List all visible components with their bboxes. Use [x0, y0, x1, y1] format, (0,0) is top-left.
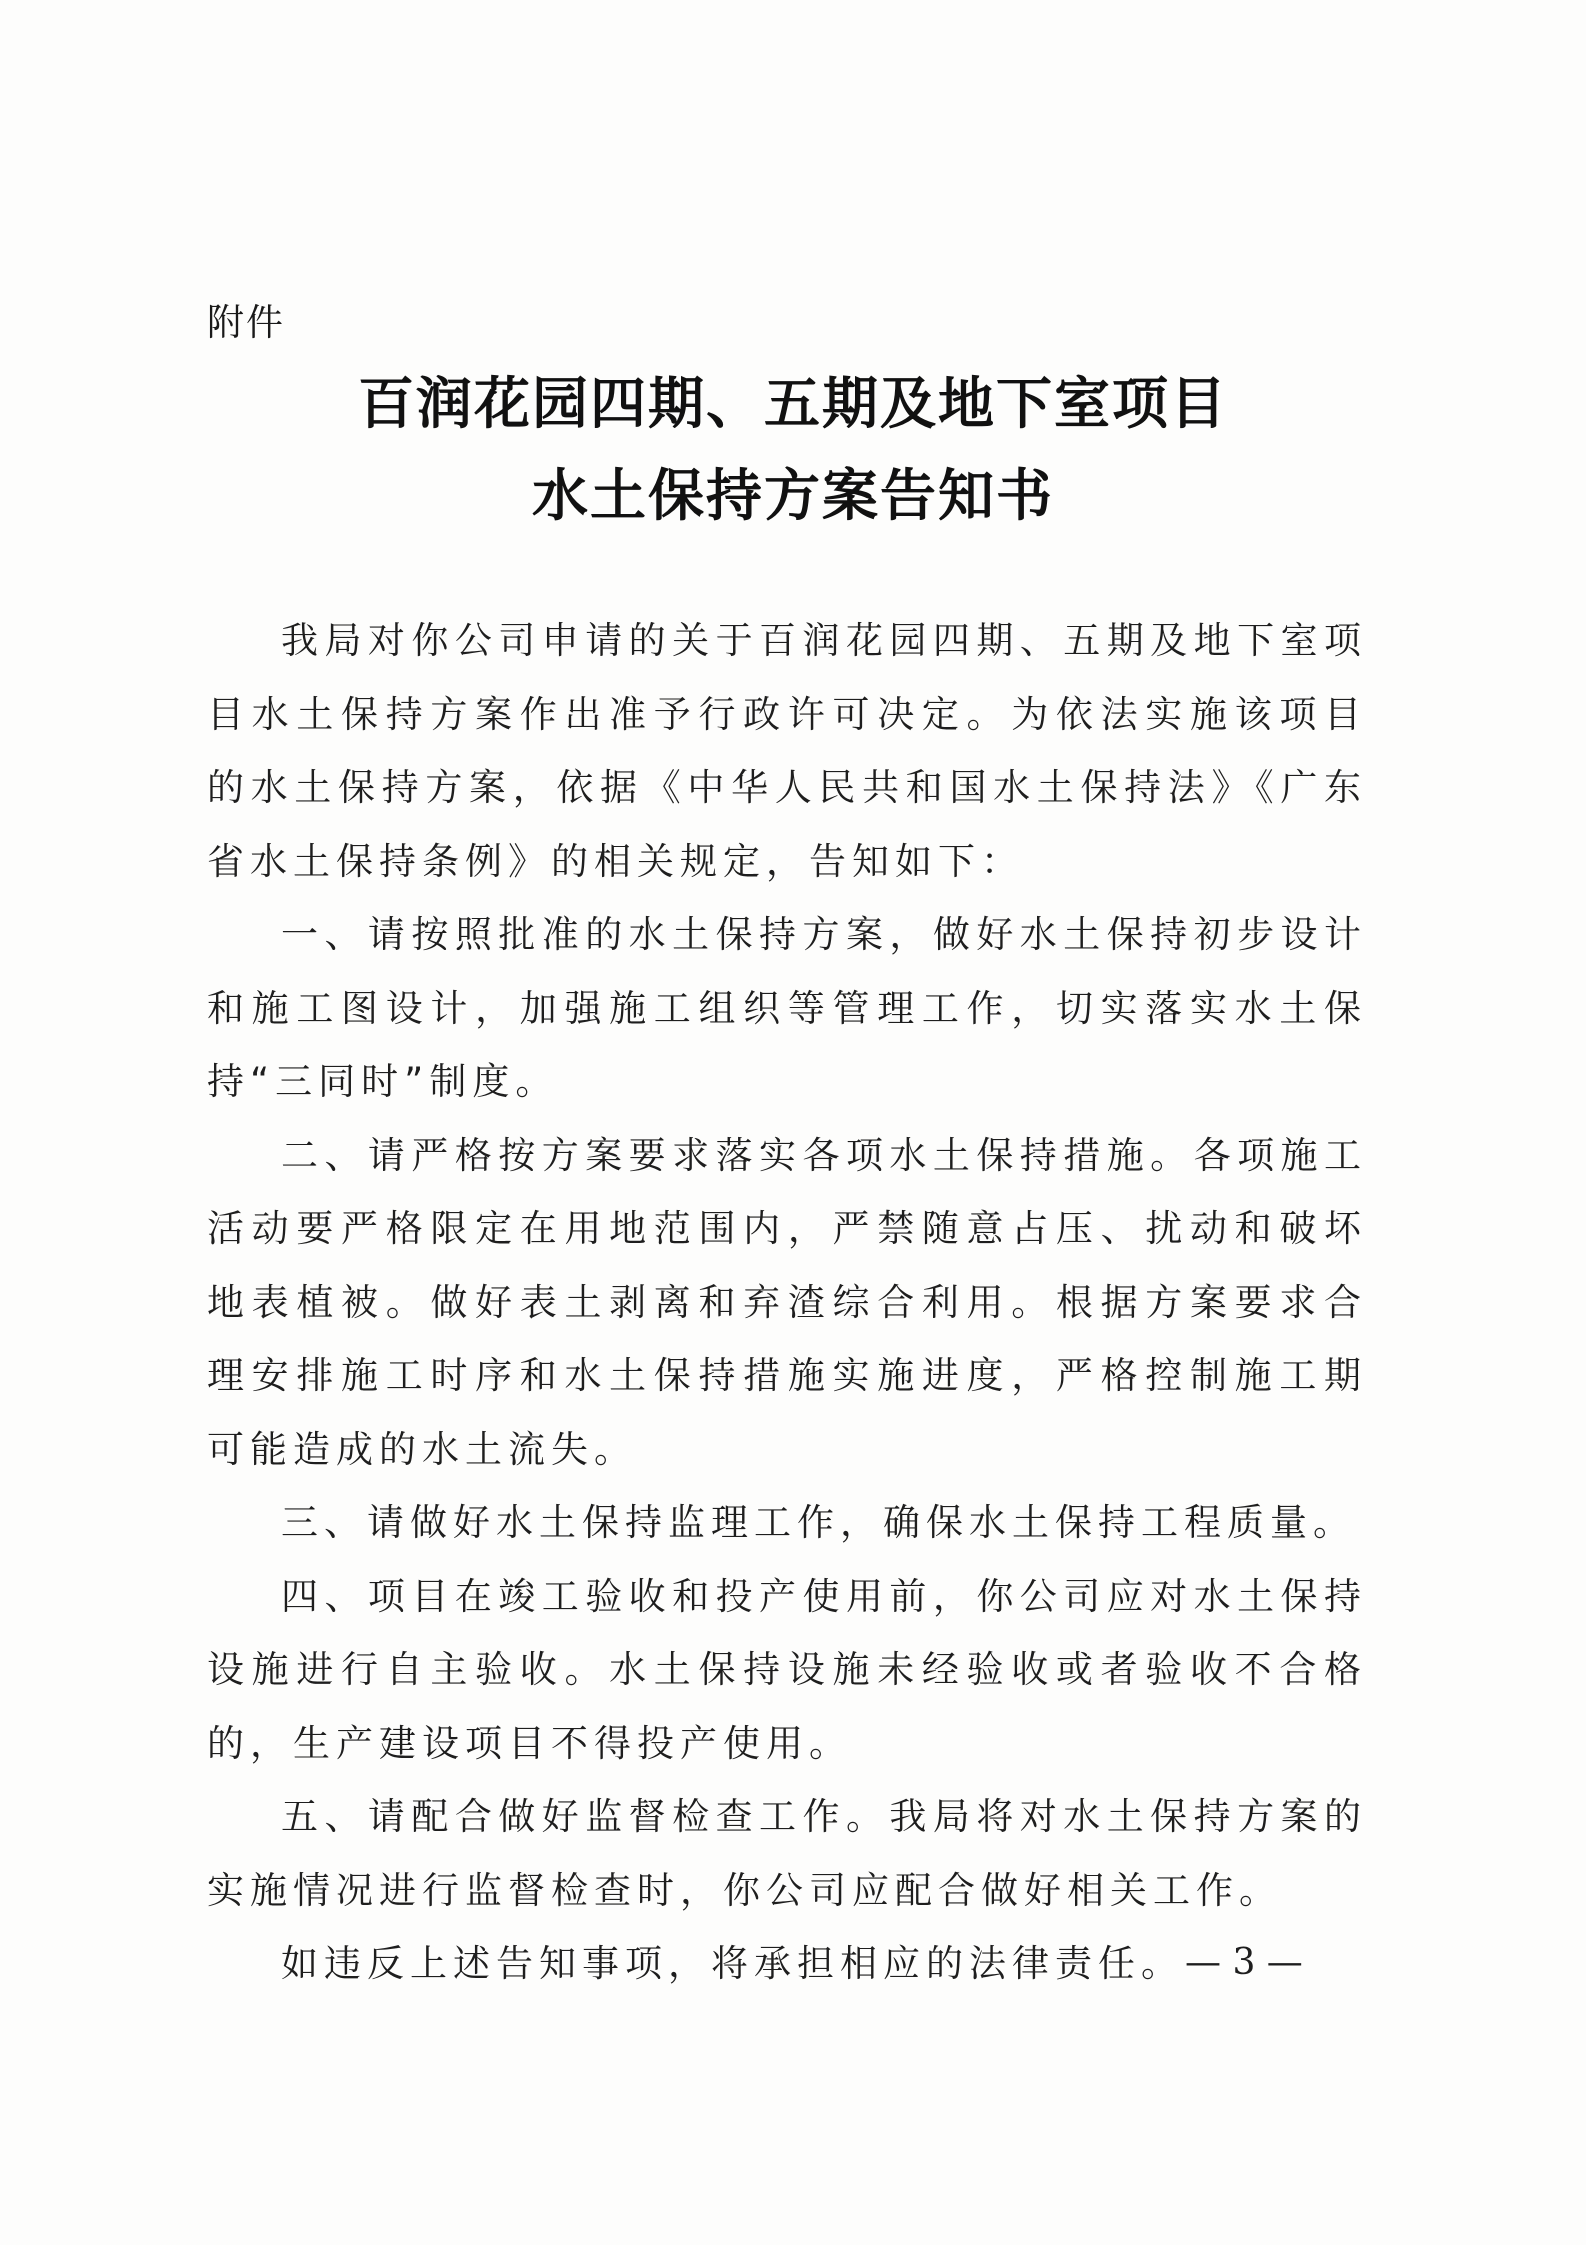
- paragraph-item-1: 一、请按照批准的水土保持方案，做好水土保持初步设计和施工图设计，加强施工组织等管理工作，切实落实水土保持“三同时”制度。: [207, 913, 1367, 1103]
- attachment-label: 附件: [207, 301, 285, 344]
- paragraph-item-2: 二、请严格按方案要求落实各项水土保持措施。各项施工活动要严格限定在用地范围内，严禁随意占压、扰动和破坏地表植被。做好表土剥离和弃渣综合利用。根据方案要求合理安排施工时序和水土保持措施实施进度，严格控制施工期可能造成的水土流失。: [207, 1133, 1367, 1471]
- paragraph-closing: 如违反上述告知事项，将承担相应的法律责任。: [281, 1942, 1184, 1985]
- paragraph-item-5: 五、请配合做好监督检查工作。我局将对水土保持方案的实施情况进行监督检查时，你公司应配合做好相关工作。: [207, 1795, 1367, 1912]
- page-number: — 3 —: [1185, 1942, 1303, 1983]
- paragraph-item-3: 三、请做好水土保持监理工作，确保水土保持工程质量。: [281, 1501, 1356, 1544]
- title-line-1: 百润花园四期、五期及地下室项目: [358, 371, 1228, 437]
- paragraph-intro: 我局对你公司申请的关于百润花园四期、五期及地下室项目水土保持方案作出准予行政许可决定。为依法实施该项目的水土保持方案，依据《中华人民共和国水土保持法》《广东省水土保持条例》的相关规定，告知如下：: [207, 619, 1367, 883]
- title-line-2: 水土保持方案告知书: [532, 463, 1054, 529]
- document-body: [207, 604, 1367, 2001]
- paragraph-item-4: 四、项目在竣工验收和投产使用前，你公司应对水土保持设施进行自主验收。水土保持设施未经验收或者验收不合格的，生产建设项目不得投产使用。: [207, 1574, 1367, 1765]
- document-title: [0, 358, 1586, 542]
